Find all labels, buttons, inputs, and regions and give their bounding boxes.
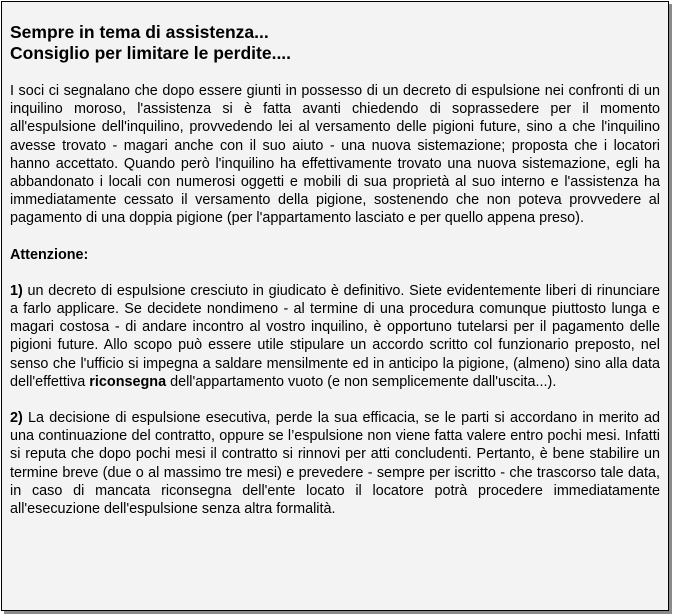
point-1-text-before: un decreto di espulsione cresciuto in giudicato è definitivo. Siete evidentemente liberi di rinunciare a farlo applicare. Se decidete nondimeno - al termine di una procedura comunque piuttosto lunga e magari costosa - di andare incontro al vostro inquilino, è opportuno tutelarsi per il pagamento delle pigioni future. Allo scopo può essere utile stipulare un accordo scritto col funzionario preposto, nel senso che l'ufficio si impegna a saldare mensilmente ed in anticipo la pigione, (almeno) sino alla data dell'effettiva xyxy=(10,282,660,390)
heading xyxy=(10,22,660,64)
heading-line-2: Consiglio per limitare le perdite.... xyxy=(10,43,292,63)
point-2-text: La decisione di espulsione esecutiva, perde la sua efficacia, se le parti si accordano in merito ad una continuazione del contratto, oppure se l’espulsione non viene fatta valere entro pochi mesi. Infatti si reputa che dopo pochi mesi il contratto si rinnovi per atti concludenti. Pertanto, è bene stabilire un termine breve (due o al massimo tre mesi) e prevedere - sempre per iscritto - che trascorso tale data, in caso di mancata riconsegna dell'ente locato il locatore potrà procedere immediatamente all'esecuzione dell'espulsione senza altra formalità. xyxy=(10,410,660,518)
attention-label: Attenzione: xyxy=(10,246,89,263)
intro-paragraph: I soci ci segnalano che dopo essere giunti in possesso di un decreto di espulsione nei confronti di un inquilino moroso, l'assistenza si è fatta avanti chiedendo di soprassedere per il momento all'espulsione dell'inquilino, provvedendo lei al versamento delle pigioni future, sino a che l'inquilino avesse trovato - magari anche con il suo aiuto - una nuova sistemazione; proposta che i locatori hanno accettato. Quando però l'inquilino ha effettivamente trovato una nuova sistemazione, egli ha abbandonato i locali con numerosi oggetti e mobili di sua proprietà al suo interno e l'assistenza ha immediatamente cessato il versamento della pigione, sostenendo che non poteva provvedere al pagamento di una doppia pigione (per l'appartamento lasciato e per quello appena preso). xyxy=(10,83,660,227)
point-1-paragraph xyxy=(10,282,660,391)
point-1-text-after: dell'appartamento vuoto (e non semplicemente dall'uscita...). xyxy=(166,373,557,390)
point-1-number: 1) xyxy=(10,282,23,299)
point-2-paragraph xyxy=(10,409,660,518)
point-2-number: 2) xyxy=(10,410,23,427)
point-1-bold-word: riconsegna xyxy=(89,373,167,390)
heading-line-1: Sempre in tema di assistenza... xyxy=(10,22,269,42)
notice-box xyxy=(1,1,669,611)
